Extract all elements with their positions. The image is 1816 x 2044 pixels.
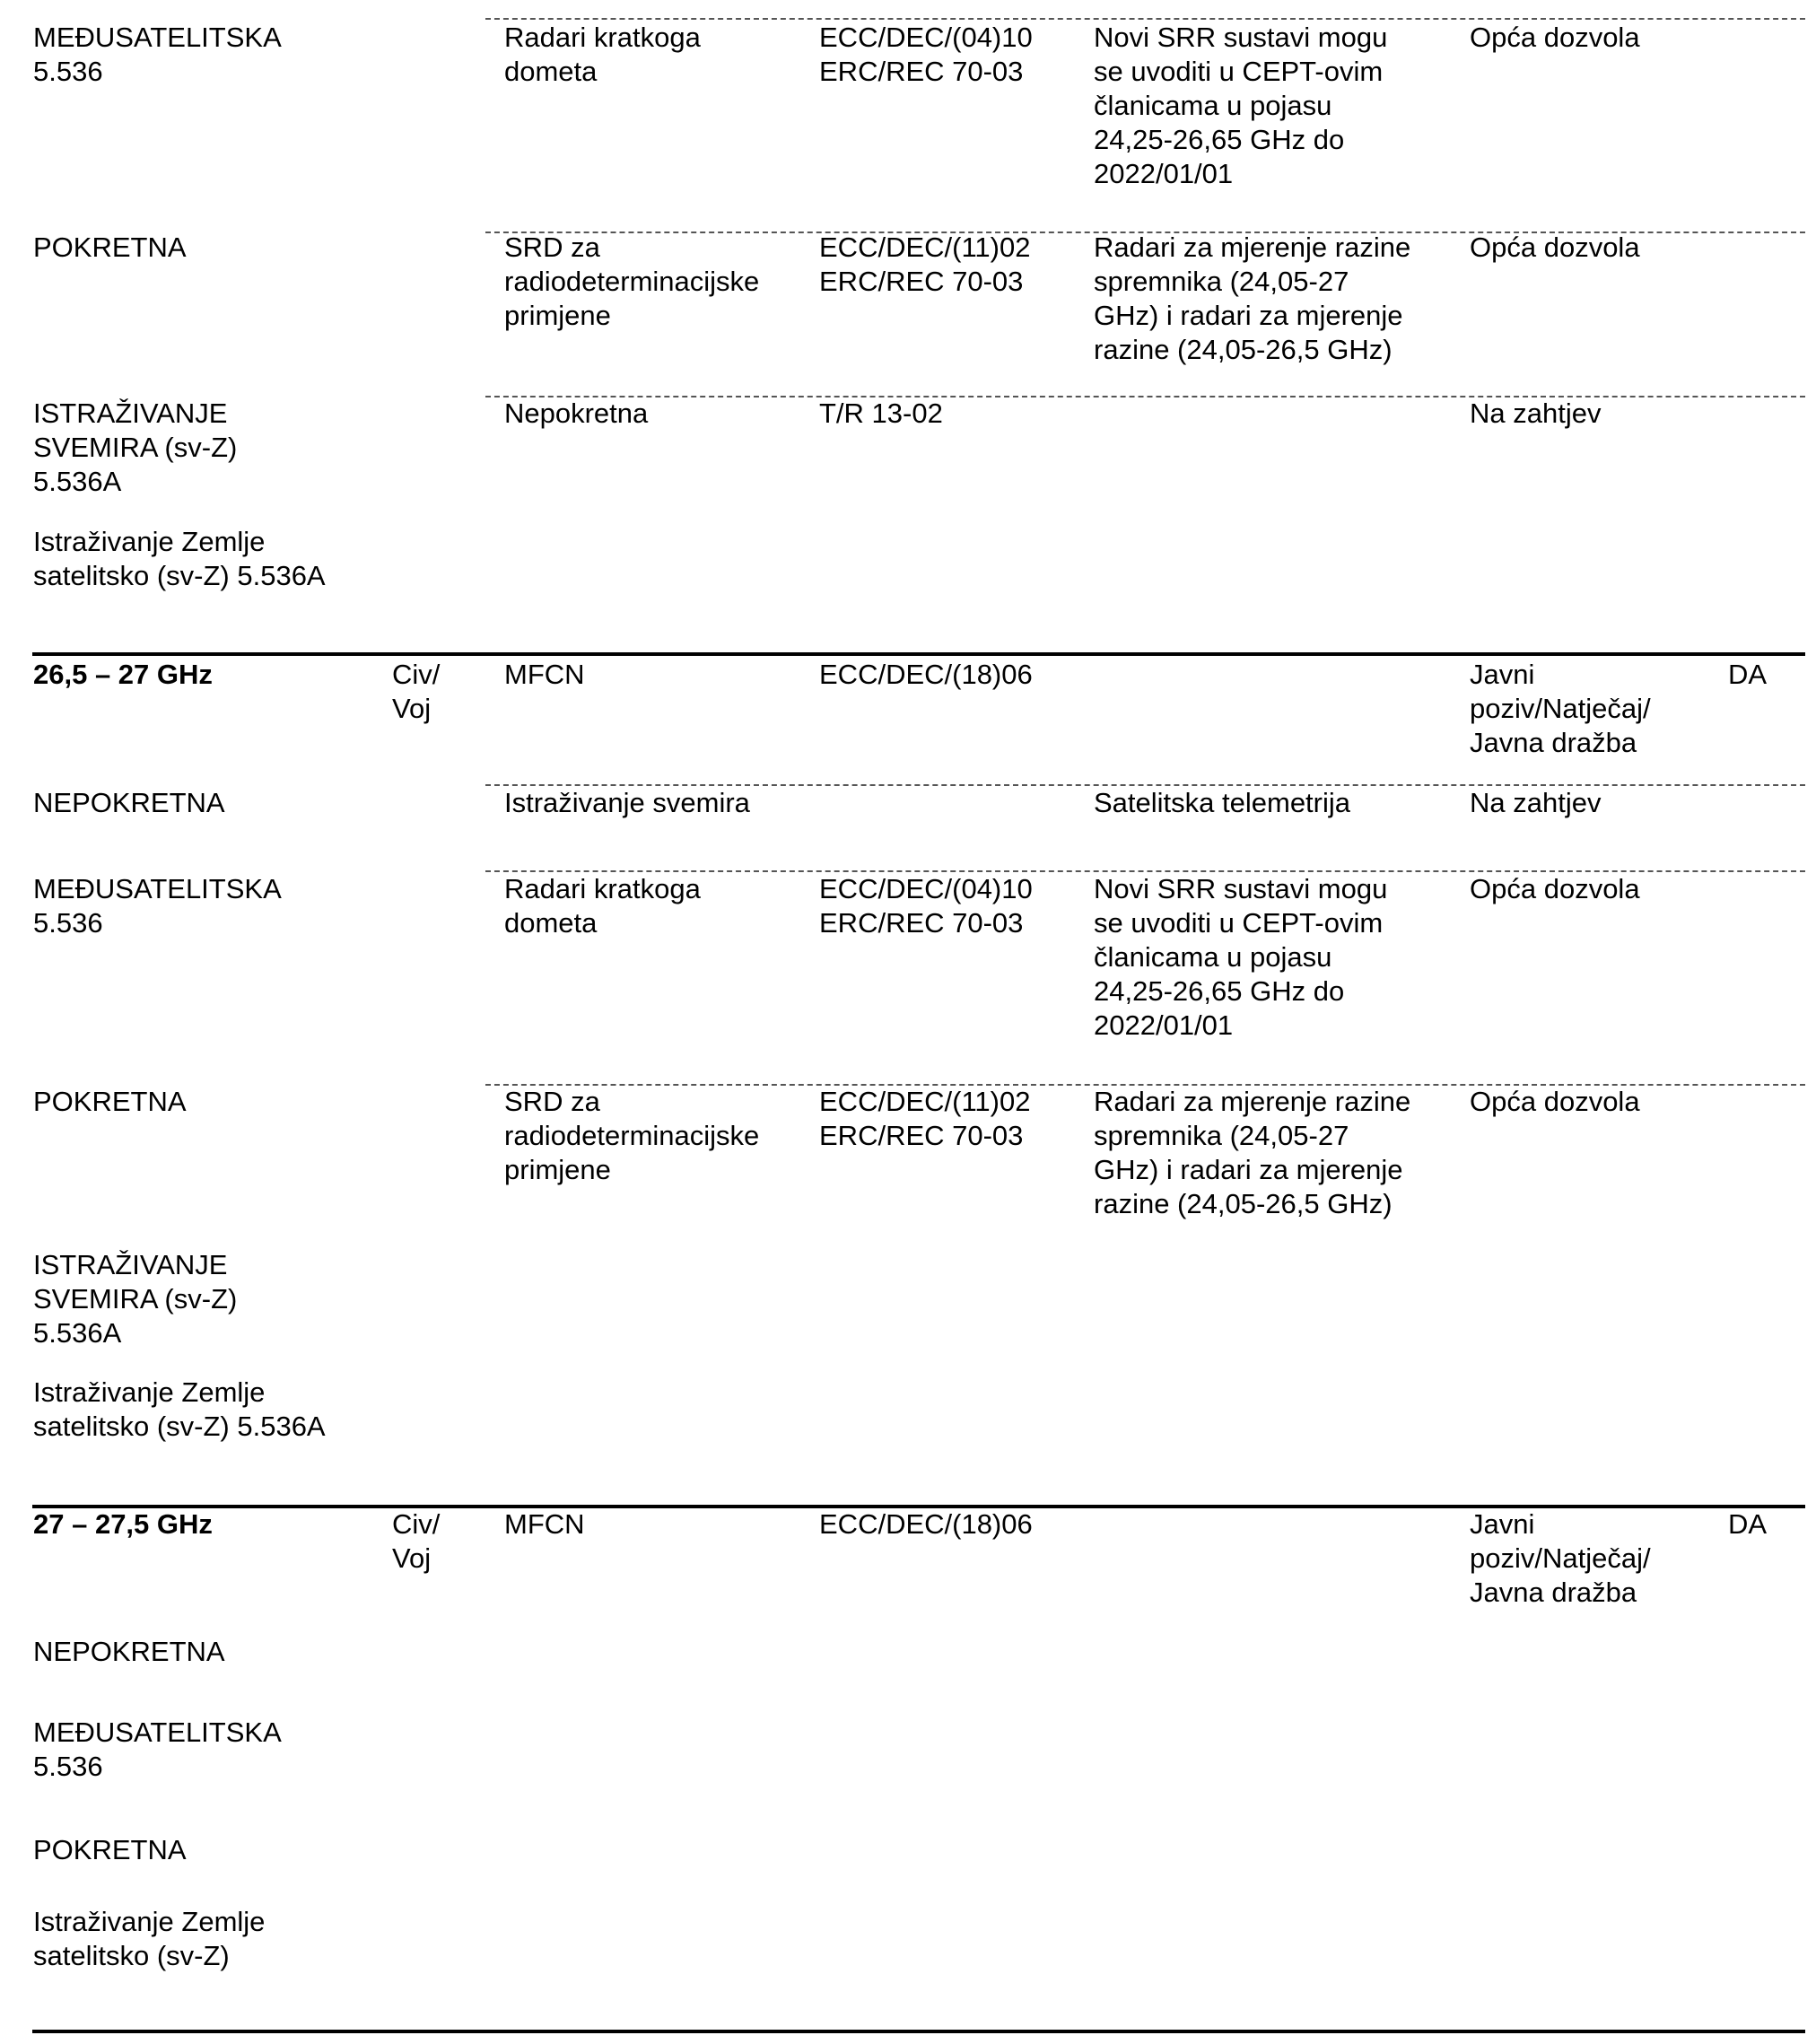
row-divider-dashed — [485, 231, 1805, 233]
band-label: 27 – 27,5 GHz — [33, 1508, 213, 1540]
row-divider-dashed — [485, 396, 1805, 397]
application-cell: SRD za radiodeterminacijske primjene — [504, 231, 760, 331]
allocation-cell: ISTRAŽIVANJE SVEMIRA (sv-Z) 5.536A — [33, 1249, 238, 1349]
regulation-cell: ECC/DEC/(04)10 ERC/REC 70-03 — [819, 873, 1033, 939]
note-cell: Novi SRR sustavi mogu se uvoditi u CEPT-ovim članicama u pojasu 24,25-26,65 GHz do 2022/01/01 — [1094, 22, 1388, 189]
application-cell: SRD za radiodeterminacijske primjene — [504, 1086, 760, 1185]
authorisation-cell: Opća dozvola — [1470, 1086, 1640, 1117]
allocation-cell: Istraživanje Zemlje satelitsko (sv-Z) — [33, 1906, 266, 1971]
note-cell: Radari za mjerenje razine spremnika (24,05-27 GHz) i radari za mjerenje razine (24,05-26,5 GHz) — [1094, 231, 1411, 365]
allocation-cell: MEĐUSATELITSKA 5.536 — [33, 1716, 282, 1782]
application-cell: Radari kratkoga dometa — [504, 873, 701, 939]
allocation-cell: ISTRAŽIVANJE SVEMIRA (sv-Z) 5.536A — [33, 397, 238, 497]
application-cell: Radari kratkoga dometa — [504, 22, 701, 87]
allocation-cell: POKRETNA — [33, 1086, 187, 1117]
note-cell: Satelitska telemetrija — [1094, 787, 1351, 818]
authorisation-cell: Na zahtjev — [1470, 787, 1602, 818]
authorisation-cell: Javni poziv/Natječaj/ Javna dražba — [1470, 1508, 1651, 1608]
allocation-cell: MEĐUSATELITSKA 5.536 — [33, 22, 282, 87]
award-label: DA — [1728, 659, 1768, 690]
section-divider — [32, 1505, 1805, 1508]
allocation-cell: MEĐUSATELITSKA 5.536 — [33, 873, 282, 939]
user-label: Civ/ Voj — [392, 1508, 441, 1574]
allocation-cell: NEPOKRETNA — [33, 787, 225, 818]
regulation-cell: T/R 13-02 — [819, 397, 943, 429]
regulation-cell: ECC/DEC/(11)02 ERC/REC 70-03 — [819, 1086, 1031, 1151]
regulation-cell: ECC/DEC/(18)06 — [819, 659, 1033, 690]
allocation-cell: Istraživanje Zemlje satelitsko (sv-Z) 5.536A — [33, 526, 326, 591]
section-divider — [32, 652, 1805, 656]
authorisation-cell: Javni poziv/Natječaj/ Javna dražba — [1470, 659, 1651, 758]
authorisation-cell: Na zahtjev — [1470, 397, 1602, 429]
application-cell: Nepokretna — [504, 397, 649, 429]
note-cell: Radari za mjerenje razine spremnika (24,05-27 GHz) i radari za mjerenje razine (24,05-26,5 GHz) — [1094, 1086, 1411, 1219]
regulation-cell: ECC/DEC/(11)02 ERC/REC 70-03 — [819, 231, 1031, 297]
authorisation-cell: Opća dozvola — [1470, 22, 1640, 53]
band-label: 26,5 – 27 GHz — [33, 659, 213, 690]
regulation-cell: ECC/DEC/(04)10 ERC/REC 70-03 — [819, 22, 1033, 87]
row-divider-dashed — [485, 18, 1805, 20]
row-divider-dashed — [485, 784, 1805, 786]
application-cell: MFCN — [504, 659, 585, 690]
application-cell: MFCN — [504, 1508, 585, 1540]
allocation-cell: POKRETNA — [33, 1834, 187, 1865]
application-cell: Istraživanje svemira — [504, 787, 750, 818]
award-label: DA — [1728, 1508, 1768, 1540]
user-label: Civ/ Voj — [392, 659, 441, 724]
authorisation-cell: Opća dozvola — [1470, 873, 1640, 904]
allocation-cell: Istraživanje Zemlje satelitsko (sv-Z) 5.536A — [33, 1376, 326, 1442]
allocation-cell: POKRETNA — [33, 231, 187, 263]
note-cell: Novi SRR sustavi mogu se uvoditi u CEPT-ovim članicama u pojasu 24,25-26,65 GHz do 2022/01/01 — [1094, 873, 1388, 1041]
regulation-cell: ECC/DEC/(18)06 — [819, 1508, 1033, 1540]
section-divider — [32, 2030, 1805, 2033]
row-divider-dashed — [485, 870, 1805, 872]
authorisation-cell: Opća dozvola — [1470, 231, 1640, 263]
allocation-cell: NEPOKRETNA — [33, 1636, 225, 1667]
row-divider-dashed — [485, 1084, 1805, 1086]
